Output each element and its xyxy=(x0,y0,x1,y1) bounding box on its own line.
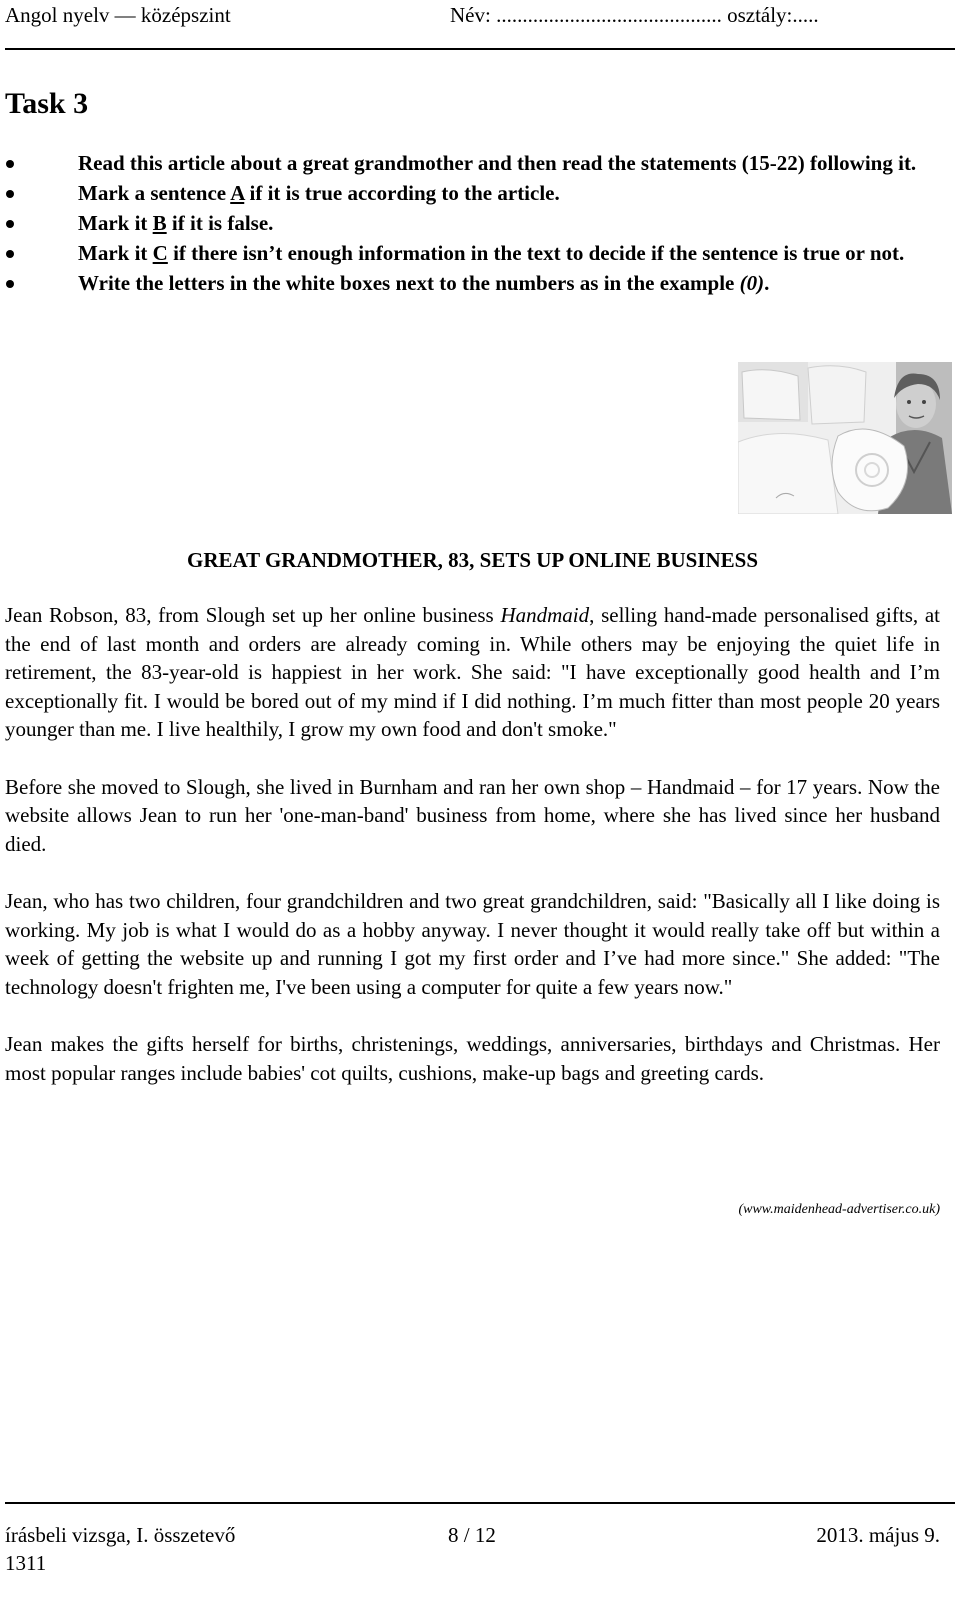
business-name: Handmaid xyxy=(500,603,590,627)
instruction-item xyxy=(0,208,950,238)
exam-code: 1311 xyxy=(5,1551,47,1575)
instruction-item xyxy=(0,178,950,208)
article-headline: GREAT GRANDMOTHER, 83, SETS UP ONLINE BUSINESS xyxy=(186,548,759,572)
article-paragraph: Jean makes the gifts herself for births, christenings, weddings, anniversaries, birthdays and Christmas. Her most popular ranges include babies' cot quilts, cushions, make-up bags and greeting cards. xyxy=(5,1031,940,1085)
task-title: Task 3 xyxy=(5,87,89,120)
example-marker: (0) xyxy=(739,271,765,295)
article-paragraph xyxy=(5,601,940,744)
instruction-item xyxy=(0,148,950,178)
paragraph-text: Jean Robson, 83, from Slough set up her online business xyxy=(5,603,501,627)
subject-label: Angol nyelv — középszint xyxy=(5,3,231,27)
bullet-icon xyxy=(6,280,14,288)
exam-label: írásbeli vizsga, I. összetevő xyxy=(5,1523,236,1547)
instruction-text: if it is true according to the article. xyxy=(244,181,560,205)
instruction-text: Mark it xyxy=(78,241,153,265)
instruction-item xyxy=(0,268,950,298)
answer-letter: C xyxy=(152,241,168,265)
instruction-item xyxy=(0,238,950,268)
instruction-text: . xyxy=(764,271,770,295)
bullet-icon xyxy=(6,190,14,198)
page-header xyxy=(5,0,955,40)
instruction-text: Mark a sentence xyxy=(78,181,231,205)
article-paragraph: Before she moved to Slough, she lived in Burnham and ran her own shop – Handmaid – for 17 years. Now the website allows Jean to run her 'one-man-band' business from home, where she has lived since her husband died. xyxy=(5,774,940,856)
name-class-field: Név: ........................................... osztály:..... xyxy=(450,3,819,27)
exam-date: 2013. május 9. xyxy=(816,1523,940,1547)
footer-divider xyxy=(5,1502,955,1504)
paragraph-text: , selling hand-made personalised gifts, at the end of last month and orders are already coming in. While others may be enjoying the quiet life in retirement, the 83-year-old is happiest in her work. She said: "I have exceptionally good health and I’m exceptionally fit. I would be bored out of my mind if I did nothing. I’m much fitter than most people 20 years younger than me. I live healthily, I grow my own food and don't smoke." xyxy=(5,603,941,742)
answer-letter: B xyxy=(152,211,167,235)
answer-letter: A xyxy=(230,181,245,205)
bullet-icon xyxy=(6,220,14,228)
page-number: 8 / 12 xyxy=(448,1523,496,1547)
article-photo xyxy=(738,362,952,514)
bullet-icon xyxy=(6,160,14,168)
instruction-text: Write the letters in the white boxes next to the numbers as in the example xyxy=(78,271,740,295)
instruction-text: if it is false. xyxy=(166,211,274,235)
header-divider xyxy=(5,48,955,50)
article-source: (www.maidenhead-advertiser.co.uk) xyxy=(738,1202,940,1217)
article-paragraph: Jean, who has two children, four grandchildren and two great grandchildren, said: "Basically all I like doing is working. My job is what I would do as a hobby anyway. I never thought it would really take off but within a week of getting the website up and running I got my first order and I’ve had more since." She added: "The technology doesn't frighten me, I've been using a computer for quite a few years now." xyxy=(5,888,940,999)
article-body xyxy=(5,601,940,1116)
instruction-text: if there isn’t enough information in the text to decide if the sentence is true or not. xyxy=(167,241,905,265)
instructions-list xyxy=(0,148,950,298)
grandmother-photo-image xyxy=(738,362,952,514)
bullet-icon xyxy=(6,250,14,258)
instruction-text: Read this article about a great grandmother and then read the statements (15-22) following it. xyxy=(78,151,917,175)
instruction-text: Mark it xyxy=(78,211,153,235)
